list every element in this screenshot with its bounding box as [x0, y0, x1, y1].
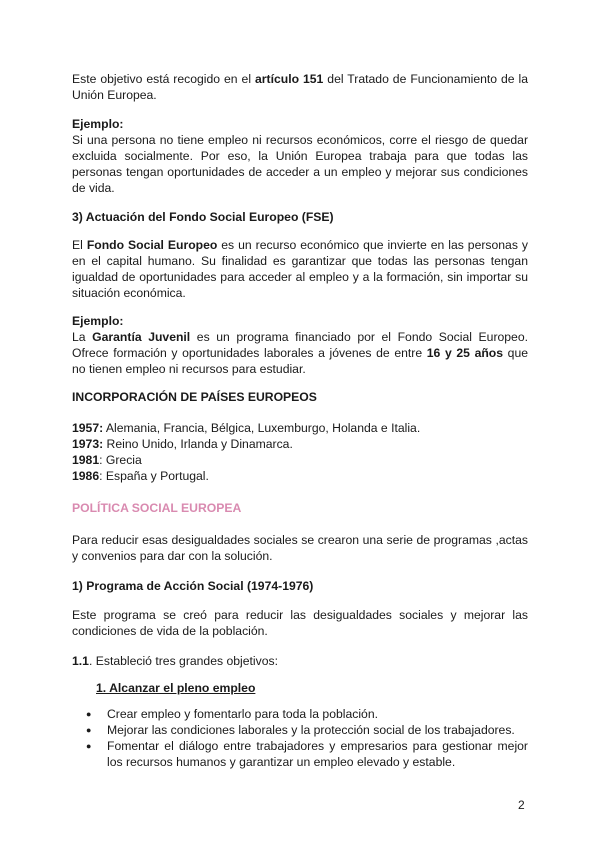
list-item: ● Fomentar el diálogo entre trabajadores y empresarios para gestionar mejor los recursos humanos y garantizar un empleo elevado y estable.: [72, 738, 528, 770]
example-1-text: Si una persona no tiene empleo ni recursos económicos, corre el riesgo de quedar excluida socialmente. Por eso, la Unión Europea trabaja para que todas las personas tengan oportunidades de acceder a un empleo y mejorar sus condiciones de vida.: [72, 133, 528, 195]
bullet-list: [72, 706, 528, 770]
example-2-label: Ejemplo:: [72, 314, 124, 328]
heading-programa-accion-social: 1) Programa de Acción Social (1974-1976): [72, 579, 314, 593]
article-ref: artículo 151: [255, 72, 324, 86]
year-item: 1986: España y Portugal.: [72, 469, 209, 483]
subheading-pleno-empleo: 1. Alcanzar el pleno empleo: [96, 681, 256, 695]
heading-politica-social: POLÍTICA SOCIAL EUROPEA: [72, 501, 242, 515]
years-list: [72, 420, 528, 484]
list-item: ● Crear empleo y fomentarlo para toda la población.: [72, 706, 528, 722]
year-item: 1973: Reino Unido, Irlanda y Dinamarca.: [72, 437, 293, 451]
paragraph-fse: El Fondo Social Europeo es un recurso económico que invierte en las personas y en el capital humano. Su finalidad es garantizar que todas las personas tengan igualdad de oportunidades para acceder al empleo y a la formación, sin importar su situación económica.: [72, 238, 528, 300]
paragraph-article-151: Este objetivo está recogido en el artículo 151 del Tratado de Funcionamiento de la Unión Europea.: [72, 72, 528, 102]
paragraph-objetivos: 1.1. Estableció tres grandes objetivos:: [72, 654, 278, 668]
year-item: 1981: Grecia: [72, 453, 142, 467]
page-number: 2: [518, 798, 525, 812]
year-item: 1957: Alemania, Francia, Bélgica, Luxemburgo, Holanda e Italia.: [72, 421, 421, 435]
paragraph-programa: Este programa se creó para reducir las desigualdades sociales y mejorar las condiciones de vida de la población.: [72, 608, 528, 638]
paragraph-desigualdades: Para reducir esas desigualdades sociales se crearon una serie de programas ,actas y convenios para dar con la solución.: [72, 533, 528, 563]
example-2-text: La Garantía Juvenil es un programa financiado por el Fondo Social Europeo. Ofrece formación y oportunidades laborales a jóvenes de entre 16 y 25 años que no tienen empleo ni recursos para estudiar.: [72, 330, 529, 376]
example-1-label: Ejemplo:: [72, 117, 124, 131]
heading-incorporacion: INCORPORACIÓN DE PAÍSES EUROPEOS: [72, 390, 317, 404]
list-item: ● Mejorar las condiciones laborales y la protección social de los trabajadores.: [72, 722, 528, 738]
heading-fse: 3) Actuación del Fondo Social Europeo (FSE): [72, 210, 334, 224]
